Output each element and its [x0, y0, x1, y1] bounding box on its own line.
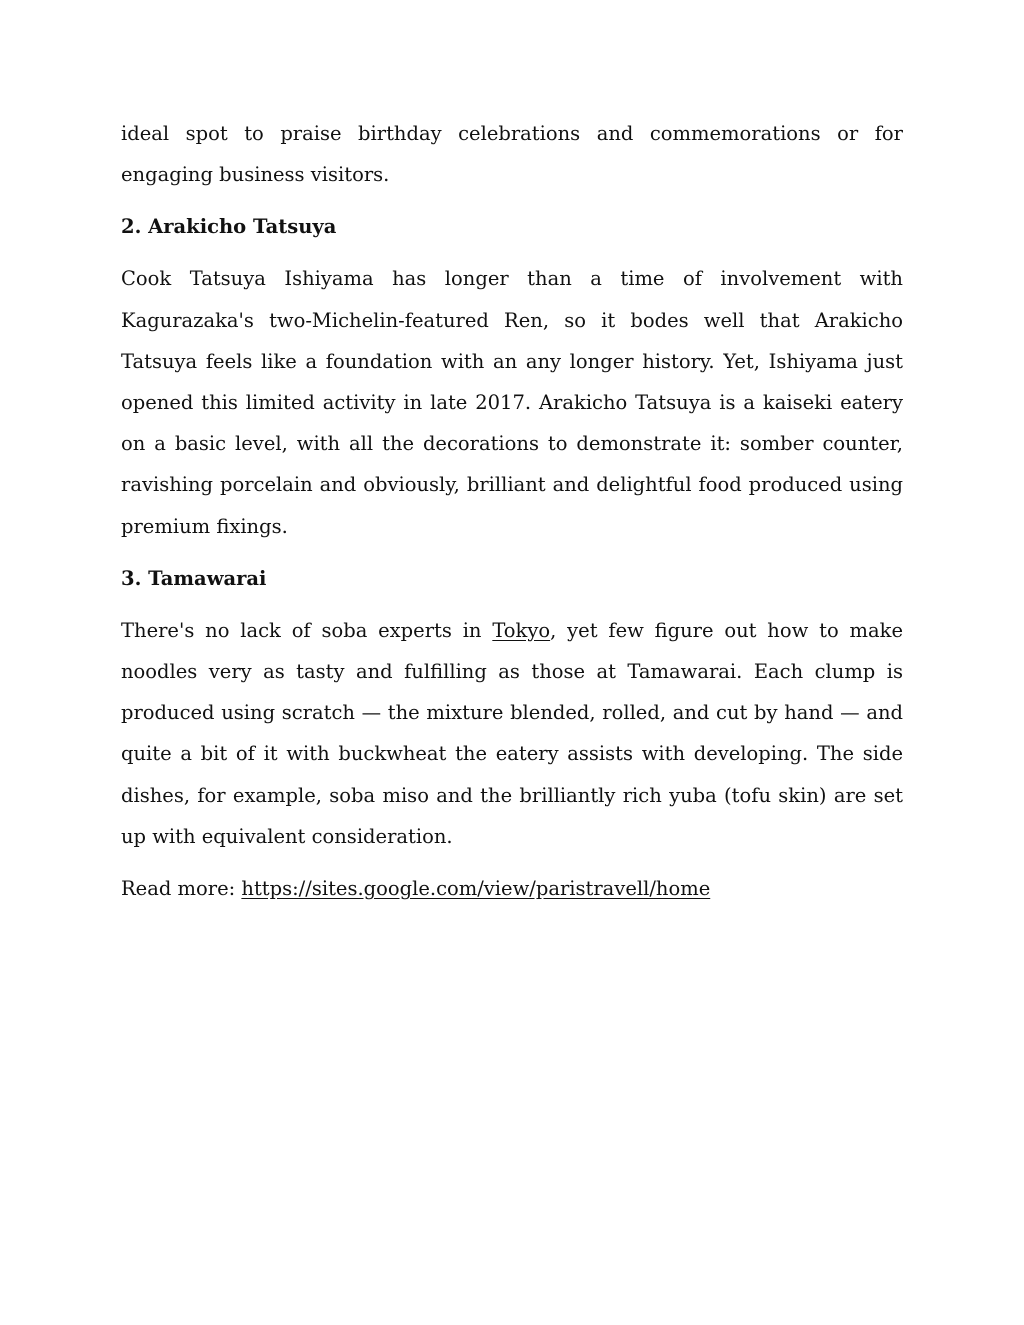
intro-paragraph: ideal spot to praise birthday celebrations and commemorations or for engaging business visitors. [121, 122, 903, 187]
section-heading-arakicho-tatsuya: 2. Arakicho Tatsuya [121, 215, 337, 239]
document-page [121, 113, 903, 920]
section-heading-tamawarai: 3. Tamawarai [121, 566, 267, 590]
tamawarai-paragraph [121, 610, 903, 857]
read-more-label: Read more: [121, 877, 242, 901]
tokyo-link[interactable]: Tokyo [492, 618, 551, 642]
read-more-line [121, 868, 903, 909]
tamawarai-text-start: There's no lack of soba experts in [121, 618, 493, 642]
tamawarai-text-end: , yet few figure out how to make noodles very as tasty and fulfilling as those at Tamawarai. Each clump is produced using scratch — the mixture blended, rolled, and cut by hand — and quite a bit of it with buckwheat the eatery assists with developing. The side dishes, for example, soba miso and the brilliantly rich yuba (tofu skin) are set up with equivalent consideration. [121, 618, 903, 848]
arakicho-tatsuya-paragraph: Cook Tatsuya Ishiyama has longer than a time of involvement with Kagurazaka's two-Michelin-featured Ren, so it bodes well that Arakicho Tatsuya feels like a foundation with an any longer history. Yet, Ishiyama just opened this limited activity in late 2017. Arakicho Tatsuya is a kaiseki eatery on a basic level, with all the decorations to demonstrate it: somber counter, ravishing porcelain and obviously, brilliant and delightful food produced using premium fixings. [121, 267, 903, 538]
read-more-link[interactable]: https://sites.google.com/view/paristravell/home [241, 877, 711, 901]
